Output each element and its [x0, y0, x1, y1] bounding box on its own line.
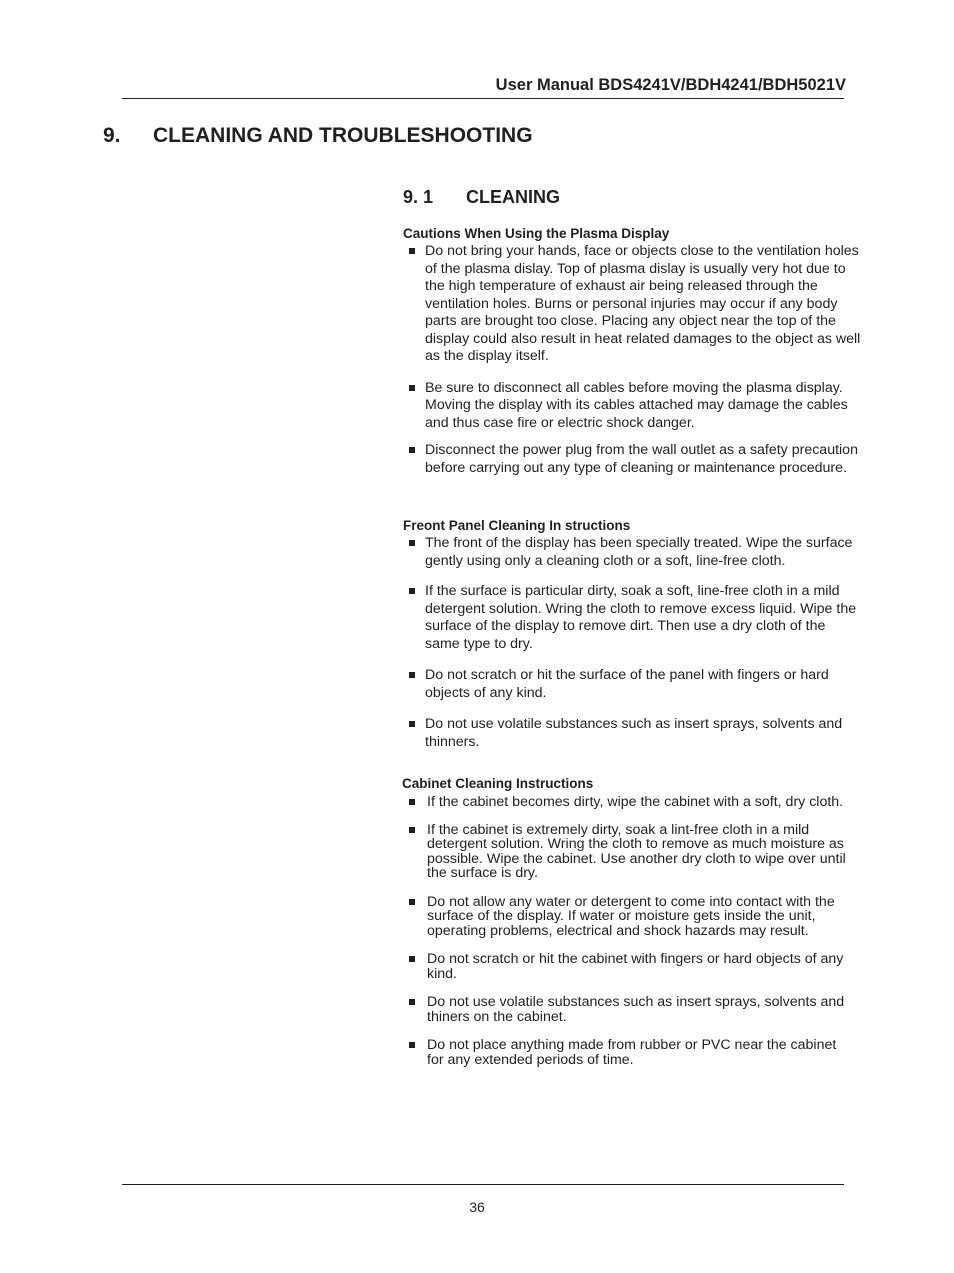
footer-divider	[122, 1184, 844, 1185]
list-item: If the surface is particular dirty, soak a soft, line-free cloth in a mild detergent solution. Wring the cloth to remove excess liquid. Wipe the surface of the display to remove dirt. Then use a dry cloth of the same type to dry.	[409, 583, 861, 653]
bullet-icon	[409, 385, 415, 391]
section-heading	[403, 187, 560, 208]
list-item: Do not bring your hands, face or objects close to the ventilation holes of the plasma dislay. Top of plasma dislay is usually very hot due to the high temperature of exhaust air being released through the ventilation holes. Burns or personal injuries may occur if any body parts are brought too close. Placing any object near the top of the display could also result in heat related damages to the object as well as the display itself.	[409, 243, 861, 366]
front-panel-heading: Freont Panel Cleaning In structions	[403, 518, 631, 533]
bullet-icon	[409, 956, 415, 962]
cautions-list	[409, 243, 861, 477]
front-panel-list	[409, 535, 861, 751]
list-item: Do not use volatile substances such as insert sprays, solvents and thiners on the cabinet.	[409, 995, 855, 1024]
list-item: The front of the display has been specially treated. Wipe the surface gently using only a cleaning cloth or a soft, line-free cloth.	[409, 535, 861, 570]
section-title: CLEANING	[466, 187, 560, 207]
list-item: Be sure to disconnect all cables before moving the plasma display. Moving the display with its cables attached may damage the cables and thus case fire or electric shock danger.	[409, 380, 861, 433]
running-header: User Manual BDS4241V/BDH4241/BDH5021V	[495, 76, 846, 94]
list-item: Disconnect the power plug from the wall outlet as a safety precaution before carrying out any type of cleaning or maintenance procedure.	[409, 442, 861, 477]
bullet-icon	[409, 799, 415, 805]
list-item: If the cabinet becomes dirty, wipe the cabinet with a soft, dry cloth.	[409, 795, 855, 810]
section-number: 9. 1	[403, 187, 434, 207]
list-item: Do not allow any water or detergent to come into contact with the surface of the display. If water or moisture gets inside the unit, operating problems, electrical and shock hazards may result.	[409, 895, 855, 939]
header-divider	[122, 98, 844, 99]
cautions-heading: Cautions When Using the Plasma Display	[403, 226, 670, 241]
bullet-icon	[409, 999, 415, 1005]
cabinet-list	[409, 795, 855, 1067]
bullet-icon	[409, 248, 415, 254]
chapter-heading	[103, 124, 533, 148]
bullet-icon	[409, 899, 415, 905]
list-item: Do not scratch or hit the cabinet with fingers or hard objects of any kind.	[409, 952, 855, 981]
bullet-icon	[409, 1042, 415, 1048]
bullet-icon	[409, 588, 415, 594]
chapter-number: 9.	[103, 124, 121, 147]
cabinet-heading: Cabinet Cleaning Instructions	[402, 776, 594, 791]
bullet-icon	[409, 672, 415, 678]
bullet-icon	[409, 540, 415, 546]
page-number: 36	[469, 1199, 485, 1215]
list-item: Do not use volatile substances such as insert sprays, solvents and thinners.	[409, 716, 861, 751]
list-item: Do not place anything made from rubber or PVC near the cabinet for any extended periods of time.	[409, 1038, 855, 1067]
list-item: If the cabinet is extremely dirty, soak a lint-free cloth in a mild detergent solution. Wring the cloth to remove as much moisture as possible. Wipe the cabinet. Use another dry cloth to wipe over until the surface is dry.	[409, 823, 855, 881]
bullet-icon	[409, 827, 415, 833]
chapter-title: CLEANING AND TROUBLESHOOTING	[153, 124, 533, 147]
bullet-icon	[409, 721, 415, 727]
list-item: Do not scratch or hit the surface of the panel with fingers or hard objects of any kind.	[409, 667, 861, 702]
bullet-icon	[409, 447, 415, 453]
